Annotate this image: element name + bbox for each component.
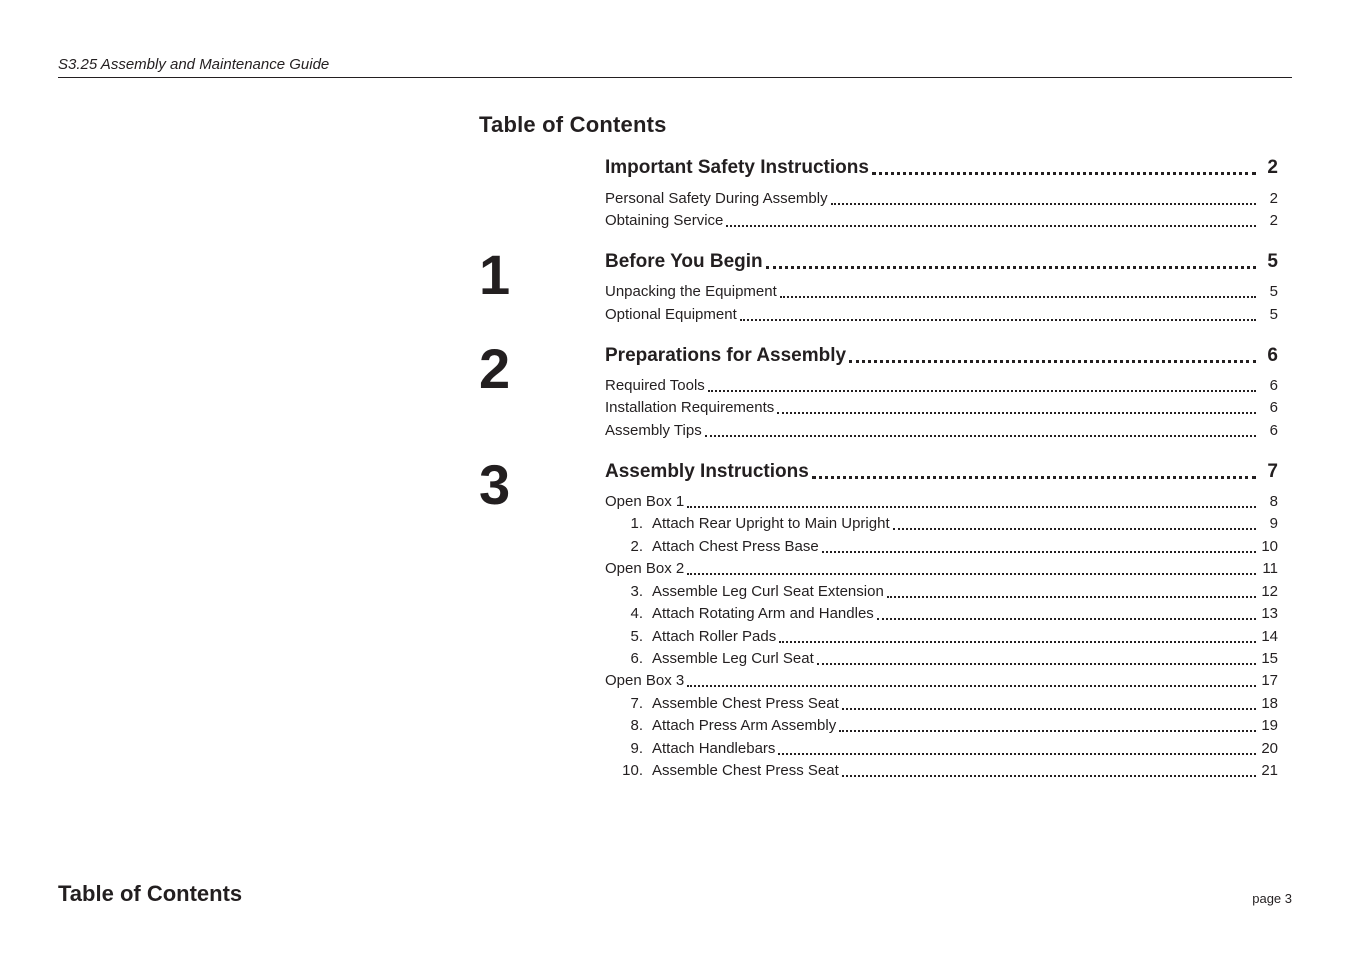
step-number: 2.: [630, 538, 643, 555]
dot-leader: [842, 775, 1256, 777]
toc-entry[interactable]: [605, 187, 1278, 209]
dot-leader: [831, 203, 1256, 205]
toc-entry-title: Attach Chest Press Base: [652, 538, 819, 555]
step-number: 9.: [630, 740, 643, 757]
toc-entry-step[interactable]: [605, 692, 1278, 714]
dot-leader: [839, 730, 1256, 732]
dot-leader: [777, 412, 1256, 414]
toc-entry-step[interactable]: [605, 535, 1278, 557]
toc-page-number: 5: [1269, 306, 1278, 323]
toc-entry[interactable]: [605, 209, 1278, 231]
toc-page-number: 6: [1267, 345, 1278, 366]
toc-page-number: 21: [1261, 762, 1278, 779]
step-number: 7.: [630, 695, 643, 712]
toc-section-heading[interactable]: [605, 458, 1278, 484]
toc-section-title: Preparations for Assembly: [605, 345, 847, 366]
running-header-title: S3.25 Assembly and Maintenance Guide: [58, 56, 330, 73]
toc-page-number: 10: [1261, 538, 1278, 555]
toc-page-number: 18: [1261, 695, 1278, 712]
step-number: 1.: [630, 515, 643, 532]
page-title: Table of Contents: [479, 112, 667, 137]
toc-page-number: 13: [1261, 605, 1278, 622]
toc-page-number: 2: [1269, 190, 1278, 207]
toc-entry-step[interactable]: [605, 602, 1278, 624]
dot-leader: [687, 685, 1256, 687]
toc-entry-step[interactable]: [605, 737, 1278, 759]
dot-leader: [822, 551, 1256, 553]
toc-entry-title: Assemble Chest Press Seat: [652, 762, 839, 779]
dot-leader: [708, 390, 1256, 392]
toc-page-number: 9: [1269, 515, 1278, 532]
toc-entry[interactable]: [605, 557, 1278, 579]
toc-page-number: 6: [1269, 422, 1278, 439]
dot-leader: [779, 641, 1256, 643]
toc-entry-title: Assembly Tips: [605, 422, 702, 439]
toc-page-number: 11: [1262, 560, 1278, 577]
footer-page-number: page 3: [1252, 891, 1292, 906]
dot-leader: [726, 225, 1256, 227]
toc-entry-step[interactable]: [605, 625, 1278, 647]
toc-entry-title: Optional Equipment: [605, 306, 737, 323]
toc-entry[interactable]: [605, 419, 1278, 441]
toc-entry-title: Obtaining Service: [605, 212, 724, 229]
header-rule: [58, 77, 1292, 78]
toc-page-number: 7: [1267, 461, 1278, 482]
dot-leader: [817, 663, 1256, 665]
toc-entry-step[interactable]: [605, 759, 1278, 781]
dot-leader: [893, 528, 1256, 530]
dot-leader: [842, 708, 1256, 710]
toc-entry[interactable]: [605, 303, 1278, 325]
toc-entry[interactable]: [605, 490, 1278, 512]
toc-section-heading[interactable]: [605, 342, 1278, 368]
toc-section-title: Assembly Instructions: [605, 461, 809, 482]
toc-entry[interactable]: [605, 669, 1278, 691]
step-number: 8.: [630, 717, 643, 734]
toc-page-number: 2: [1267, 157, 1278, 178]
footer-section-title: Table of Contents: [58, 881, 243, 906]
toc-entry-title: Assemble Leg Curl Seat: [652, 650, 814, 667]
toc-page-number: 8: [1269, 493, 1278, 510]
toc-entry-step[interactable]: [605, 714, 1278, 736]
dot-leader: [740, 319, 1256, 321]
toc-page-number: 17: [1261, 672, 1278, 689]
toc-entry-title: Assemble Leg Curl Seat Extension: [652, 583, 884, 600]
dot-leader: [812, 476, 1256, 479]
step-number: 3.: [630, 583, 643, 600]
toc-entry-title: Assemble Chest Press Seat: [652, 695, 839, 712]
toc-page-number: 15: [1261, 650, 1278, 667]
toc-entry-title: Personal Safety During Assembly: [605, 190, 828, 207]
step-number: 5.: [630, 628, 643, 645]
toc-page-number: 6: [1269, 399, 1278, 416]
toc-page-number: 2: [1269, 212, 1278, 229]
step-number: 4.: [630, 605, 643, 622]
toc-section-heading[interactable]: [605, 248, 1278, 274]
toc-entry[interactable]: [605, 396, 1278, 418]
toc-entry-title: Attach Roller Pads: [652, 628, 777, 645]
toc-page-number: 14: [1261, 628, 1278, 645]
step-number: 10.: [622, 762, 643, 779]
toc-entry[interactable]: [605, 374, 1278, 396]
dot-leader: [687, 573, 1256, 575]
toc-page-number: 5: [1269, 283, 1278, 300]
toc-entry-title: Open Box 1: [605, 493, 685, 510]
chapter-number: 1: [479, 243, 511, 306]
toc-entry-title: Attach Rotating Arm and Handles: [652, 605, 874, 622]
dot-leader: [877, 618, 1256, 620]
toc-page-number: 19: [1261, 717, 1278, 734]
toc-entry-title: Attach Press Arm Assembly: [652, 717, 837, 734]
toc-page-number: 6: [1269, 377, 1278, 394]
toc-entry[interactable]: [605, 280, 1278, 302]
toc-entry-title: Installation Requirements: [605, 399, 775, 416]
toc-entry-title: Unpacking the Equipment: [605, 283, 777, 300]
toc-entry-title: Attach Rear Upright to Main Upright: [652, 515, 890, 532]
toc-entry-title: Open Box 3: [605, 672, 685, 689]
toc-entry-step[interactable]: [605, 647, 1278, 669]
step-number: 6.: [630, 650, 643, 667]
toc-entry-title: Attach Handlebars: [652, 740, 776, 757]
dot-leader: [780, 296, 1256, 298]
toc-section-title: Important Safety Instructions: [605, 157, 869, 178]
toc-section-heading[interactable]: [605, 154, 1278, 180]
toc-section-title: Before You Begin: [605, 251, 763, 272]
dot-leader: [766, 266, 1256, 269]
toc-page-number: 20: [1261, 740, 1278, 757]
toc-page-number: 12: [1261, 583, 1278, 600]
dot-leader: [872, 172, 1256, 175]
dot-leader: [778, 753, 1256, 755]
toc-page-number: 5: [1267, 251, 1278, 272]
toc-entry-step[interactable]: [605, 512, 1278, 534]
chapter-number: 2: [479, 337, 511, 400]
dot-leader: [687, 506, 1256, 508]
dot-leader: [705, 435, 1256, 437]
chapter-number: 3: [479, 453, 511, 516]
toc-entry-title: Open Box 2: [605, 560, 685, 577]
dot-leader: [849, 360, 1256, 363]
toc-entry-title: Required Tools: [605, 377, 705, 394]
toc-entry-step[interactable]: [605, 580, 1278, 602]
dot-leader: [887, 596, 1256, 598]
